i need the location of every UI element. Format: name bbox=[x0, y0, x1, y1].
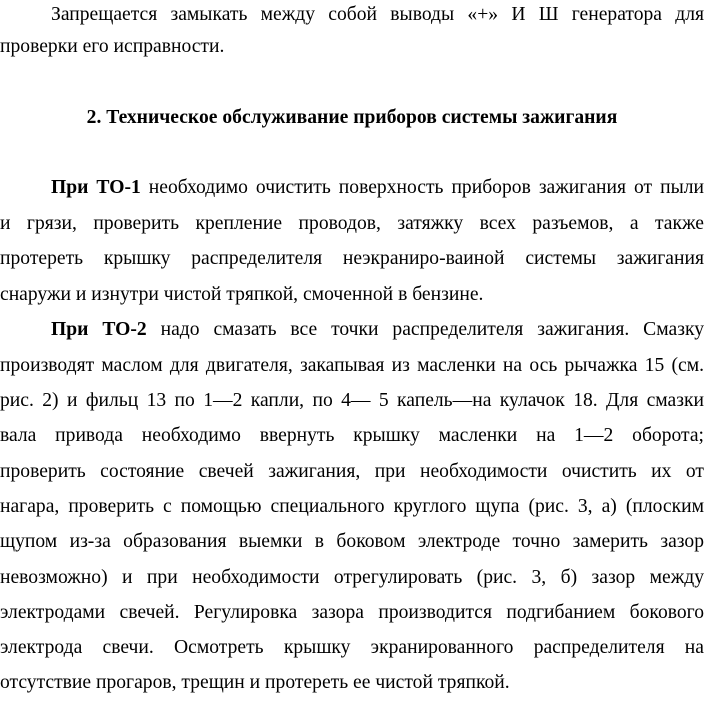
paragraph-text: надо смазать все точки распределителя зажигания. Смазку bbox=[146, 319, 704, 340]
paragraph-line: протереть крышку распределителя неэкраниро-ваиной системы зажигания bbox=[0, 248, 704, 269]
paragraph-text: необходимо очистить поверхность приборов зажигания от пыли bbox=[140, 177, 704, 198]
paragraph-line: проверки его исправности. bbox=[0, 36, 225, 57]
paragraph-line: производят маслом для двигателя, закапывая из масленки на ось рычажка 15 (см. bbox=[0, 355, 704, 376]
paragraph-line: вала привода необходимо ввернуть крышку масленки на 1—2 оборота; bbox=[0, 425, 704, 446]
paragraph-line: и грязи, проверить крепление проводов, затяжку всех разъемов, а также bbox=[0, 213, 704, 234]
paragraph-lead: При ТО-2 bbox=[51, 319, 147, 340]
paragraph-line bbox=[51, 173, 704, 203]
paragraph-line: снаружи и изнутри чистой тряпкой, смоченной в бензине. bbox=[0, 284, 484, 305]
paragraph-line bbox=[51, 315, 704, 345]
paragraph-line: щупом из-за образования выемки в боковом электроде точно замерить зазор bbox=[0, 531, 704, 552]
paragraph-line: нагара, проверить с помощью специального круглого щупа (рис. 3, а) (плоским bbox=[0, 496, 704, 517]
paragraph-line: отсутствие прогаров, трещин и протереть ее чистой тряпкой. bbox=[0, 672, 510, 693]
paragraph-line: электродами свечей. Регулировка зазора производится подгибанием бокового bbox=[0, 602, 704, 623]
section-heading: 2. Техническое обслуживание приборов системы зажигания bbox=[86, 107, 618, 128]
paragraph-line: рис. 2) и фильц 13 по 1—2 капли, по 4— 5 капель—на кулачок 18. Для смазки bbox=[0, 390, 704, 411]
paragraph-line: проверить состояние свечей зажигания, при необходимости очистить их от bbox=[0, 461, 704, 482]
paragraph-lead: При ТО-1 bbox=[51, 177, 141, 198]
paragraph-line: невозможно) и при необходимости отрегулировать (рис. 3, б) зазор между bbox=[0, 567, 704, 588]
paragraph-line: электрода свечи. Осмотреть крышку экранированного распределителя на bbox=[0, 637, 704, 658]
paragraph-line: Запрещается замыкать между собой выводы «+» И Ш генератора для bbox=[51, 4, 704, 25]
